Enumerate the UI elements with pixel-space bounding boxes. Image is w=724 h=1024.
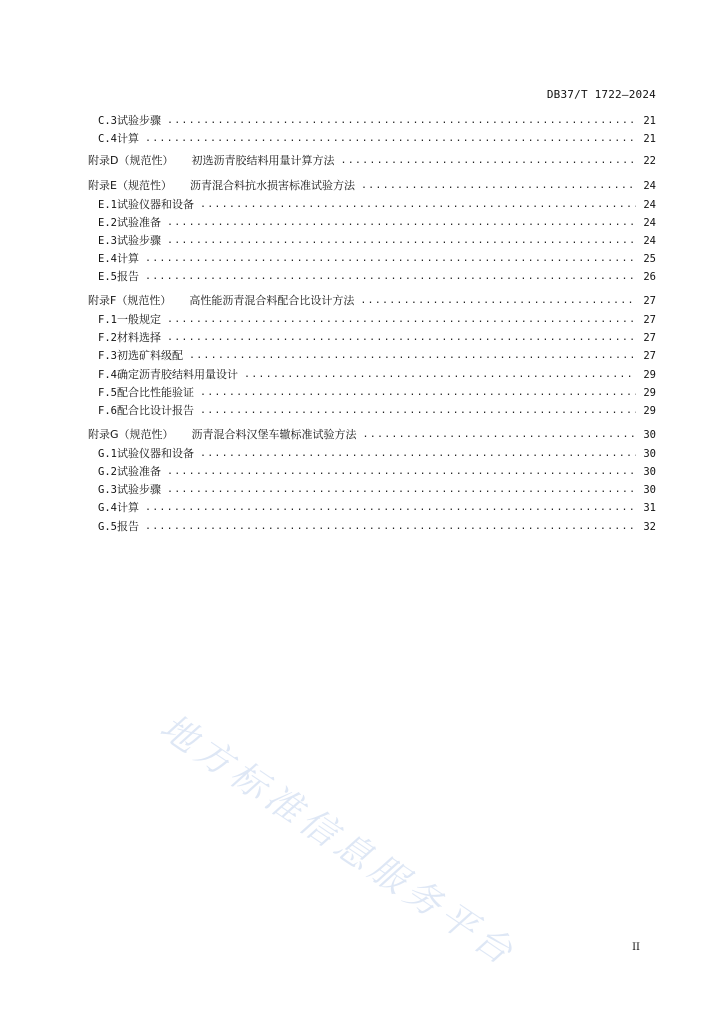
toc-entry-title: 计算 <box>116 132 139 145</box>
toc-entry-title: 沥青混合料抗水损害标准试验方法 <box>189 179 355 192</box>
toc-entry-title: 试验准备 <box>116 216 161 229</box>
toc-appendix-label: 附录F（规范性） <box>88 294 172 307</box>
toc-entry-number: G.5 <box>98 521 117 533</box>
toc-entry-number: E.5 <box>98 271 117 283</box>
toc-entry-number: E.1 <box>98 199 117 211</box>
toc-dot-leader <box>361 178 636 194</box>
toc-dot-leader <box>145 500 636 516</box>
toc-entry-page: 27 <box>643 314 656 326</box>
toc-entry-number: E.3 <box>98 235 117 247</box>
toc-dot-leader <box>200 446 636 462</box>
toc-entry-number: F.5 <box>98 387 117 399</box>
toc-entry[interactable] <box>98 113 656 129</box>
toc-dot-leader <box>200 385 636 401</box>
toc-entry[interactable] <box>98 500 656 516</box>
toc-entry[interactable] <box>98 385 656 401</box>
toc-entry[interactable] <box>98 215 656 231</box>
toc-entry[interactable] <box>98 519 656 535</box>
toc-entry-page: 29 <box>643 387 656 399</box>
toc-dot-leader <box>167 312 636 328</box>
toc-dot-leader <box>145 251 636 267</box>
toc-entry[interactable] <box>98 251 656 267</box>
toc-entry[interactable] <box>98 233 656 249</box>
toc-entry[interactable] <box>98 269 656 285</box>
toc-entry-title: 高性能沥青混合料配合比设计方法 <box>189 294 355 307</box>
toc-entry[interactable] <box>98 403 656 419</box>
toc-entry-title: 材料选择 <box>116 331 161 344</box>
toc-entry-page: 24 <box>643 217 656 229</box>
toc-entry-title: 配合比设计报告 <box>116 404 194 417</box>
toc-entry-page: 24 <box>643 180 656 192</box>
toc-entry-number: F.4 <box>98 369 117 381</box>
toc-entry-title: 一般规定 <box>116 313 161 326</box>
toc-entry-number: G.2 <box>98 466 117 478</box>
toc-entry[interactable] <box>98 482 656 498</box>
toc-appendix-entry[interactable] <box>88 178 656 194</box>
toc-dot-leader <box>340 153 636 169</box>
toc-dot-leader <box>167 215 636 231</box>
toc-dot-leader <box>363 427 636 443</box>
toc-entry-title: 试验步骤 <box>116 483 161 496</box>
toc-entry-page: 21 <box>643 115 656 127</box>
toc-entry-title: 初选沥青胶结料用量计算方法 <box>191 154 335 167</box>
toc-dot-leader <box>167 482 636 498</box>
toc-entry[interactable] <box>98 312 656 328</box>
toc-appendix-entry[interactable] <box>88 427 656 443</box>
toc-dot-leader <box>167 113 636 129</box>
toc-entry-title: 计算 <box>116 252 139 265</box>
toc-dot-leader <box>167 464 636 480</box>
toc-appendix-entry[interactable] <box>88 293 656 309</box>
page-number: II <box>632 942 640 953</box>
toc-entry-number: F.3 <box>98 350 117 362</box>
toc-entry[interactable] <box>98 367 656 383</box>
toc-entry[interactable] <box>98 348 656 364</box>
toc-entry-page: 25 <box>643 253 656 265</box>
toc-entry-title: 确定沥青胶结料用量设计 <box>116 368 238 381</box>
toc-entry-number: C.4 <box>98 133 117 145</box>
toc-entry-page: 24 <box>643 199 656 211</box>
toc-entry-title: 试验仪器和设备 <box>116 447 194 460</box>
toc-entry-page: 30 <box>643 466 656 478</box>
toc-entry-page: 30 <box>643 448 656 460</box>
toc-entry-title: 报告 <box>116 270 139 283</box>
toc-dot-leader <box>145 131 636 147</box>
toc-dot-leader <box>200 403 636 419</box>
toc-entry-number: E.4 <box>98 253 117 265</box>
toc-entry-number: G.4 <box>98 502 117 514</box>
toc-dot-leader <box>189 348 636 364</box>
toc-entry-page: 30 <box>643 484 656 496</box>
toc-entry-page: 21 <box>643 133 656 145</box>
page-header: DB37/T 1722—2024 <box>546 88 656 101</box>
toc-dot-leader <box>200 197 636 213</box>
toc-entry[interactable] <box>98 446 656 462</box>
toc-entry-page: 26 <box>643 271 656 283</box>
toc-entry[interactable] <box>98 464 656 480</box>
toc-dot-leader <box>167 330 636 346</box>
toc-entry-number: F.2 <box>98 332 117 344</box>
toc-entry-number: G.1 <box>98 448 117 460</box>
toc-entry-page: 24 <box>643 235 656 247</box>
toc-appendix-label: 附录E（规范性） <box>88 179 172 192</box>
toc-entry-number: F.6 <box>98 405 117 417</box>
toc-appendix-label: 附录G（规范性） <box>88 428 174 441</box>
toc-entry-page: 22 <box>643 155 656 167</box>
toc-dot-leader <box>244 367 636 383</box>
toc-entry-title: 沥青混合料汉堡车辙标准试验方法 <box>191 428 357 441</box>
toc-entry-title: 试验仪器和设备 <box>116 198 194 211</box>
toc-entry-page: 32 <box>643 521 656 533</box>
toc-entry[interactable] <box>98 330 656 346</box>
toc-dot-leader <box>167 233 636 249</box>
toc-entry-title: 配合比性能验证 <box>116 386 194 399</box>
toc-entry-title: 试验准备 <box>116 465 161 478</box>
toc-entry-title: 试验步骤 <box>116 234 161 247</box>
toc-entry-title: 试验步骤 <box>116 114 161 127</box>
toc-entry[interactable] <box>98 131 656 147</box>
toc-dot-leader <box>145 269 636 285</box>
toc-entry-page: 31 <box>643 502 656 514</box>
toc-entry-title: 初选矿料级配 <box>116 349 183 362</box>
toc-entry-number: F.1 <box>98 314 117 326</box>
watermark: 地方标准信息服务平台 <box>152 706 524 976</box>
toc-entry-page: 27 <box>643 350 656 362</box>
toc-entry-title: 报告 <box>116 520 139 533</box>
toc-entry-page: 27 <box>643 332 656 344</box>
toc-entry-page: 30 <box>643 429 656 441</box>
toc-dot-leader <box>360 293 636 309</box>
toc-entry-number: E.2 <box>98 217 117 229</box>
toc-entry[interactable] <box>98 197 656 213</box>
toc-entry-title: 计算 <box>116 501 139 514</box>
toc-dot-leader <box>145 519 636 535</box>
toc-entry-page: 29 <box>643 405 656 417</box>
toc-entry-page: 27 <box>643 295 656 307</box>
toc-appendix-entry[interactable] <box>88 153 656 169</box>
toc-entry-number: C.3 <box>98 115 117 127</box>
toc-entry-page: 29 <box>643 369 656 381</box>
toc-entry-number: G.3 <box>98 484 117 496</box>
toc-appendix-label: 附录D（规范性） <box>88 154 174 167</box>
